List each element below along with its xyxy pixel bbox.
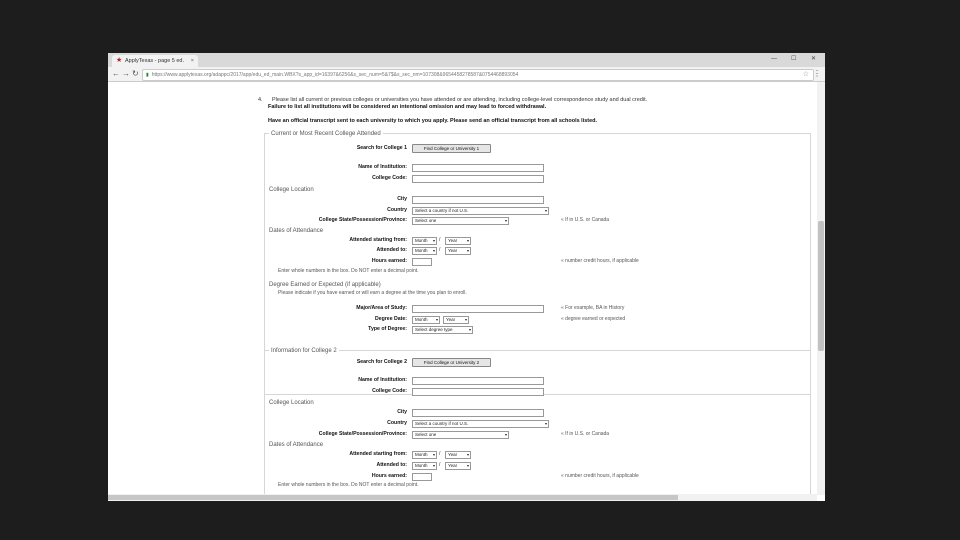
forward-icon[interactable]: → [122,69,130,78]
college-2-hours-input[interactable] [412,473,432,481]
college-2-to-label: Attended to: [376,462,407,468]
college-2-code-input[interactable] [412,388,544,396]
dropdown-arrow-icon: ▾ [504,218,507,223]
college-1-degree-month-select[interactable] [412,316,440,324]
college-1-code-label: College Code: [372,175,407,181]
college-1-start-label: Attended starting from: [349,237,407,243]
college-2-city-input[interactable] [412,409,544,417]
horizontal-scrollbar[interactable] [108,494,817,501]
college-2-hours-label: Hours earned: [371,473,407,479]
bookmark-star-icon[interactable]: ☆ [802,71,809,78]
back-icon[interactable]: ← [112,69,120,78]
dropdown-arrow-icon: ▾ [432,238,435,243]
college-2-search-label: Search for College 2 [356,359,407,365]
page-content [108,82,817,497]
college-2-name-label: Name of Institution: [358,377,407,383]
college-1-city-input[interactable] [412,196,544,204]
dropdown-arrow-icon: ▾ [466,463,469,468]
dropdown-arrow-icon: ▾ [432,452,435,457]
college-2-country-value: Select a country if not U.S. [415,421,469,426]
college-2-state-note: « If in U.S. or Canada [561,431,610,437]
lock-icon: ▮ [146,72,149,78]
url-text: https://www.applytexas.org/adappc/2017/app/edu_ed_main.WBX?s_app_id=16397&6256&s_sec_num=5&7$&s_sec_nm=107308&9654458278587&0754468893054 [151,72,519,78]
dropdown-arrow-icon: ▾ [544,421,547,426]
favicon-icon: ★ [116,57,123,64]
year-value: Year [448,248,458,253]
tab-title: ApplyTexas - page 5 ed. [125,58,185,64]
instructions-line-1: Please list all current or previous colleges or universities you have attended or are attending, including college-level correspondence study and dual credit. [272,97,648,103]
college-1-city-label: City [397,196,407,202]
college-1-major-note: « For example, BA in History [561,305,625,311]
college-1-name-input[interactable] [412,164,544,172]
college-1-dates-heading: Dates of Attendance [269,228,324,234]
tab-bar [108,53,825,67]
college-2-country-label: Country [387,420,407,426]
college-2-to-year-select[interactable] [445,462,471,470]
college-1-code-input[interactable] [412,175,544,183]
college-1-degree-heading: Degree Earned or Expected (if applicable) [269,282,381,288]
url-field[interactable] [142,69,814,81]
college-1-hours-label: Hours earned: [371,258,407,264]
college-1-to-label: Attended to: [376,247,407,253]
year-value: Year [446,317,456,322]
date-separator: / [439,237,441,243]
minimize-icon[interactable]: — [771,56,777,62]
close-window-icon[interactable]: ✕ [811,56,817,62]
maximize-icon[interactable]: ☐ [791,56,797,62]
month-value: Month [415,248,428,253]
browser-window [108,53,825,501]
horizontal-scroll-thumb[interactable] [108,495,678,500]
vertical-scrollbar[interactable] [817,82,825,495]
college-1-hours-note: « number credit hours, if applicable [561,258,639,264]
dropdown-arrow-icon: ▾ [544,208,547,213]
month-value: Month [415,463,428,468]
college-1-country-label: Country [387,207,407,213]
date-separator: / [439,247,441,253]
month-value: Month [415,317,428,322]
dropdown-arrow-icon: ▾ [466,238,469,243]
college-1-state-note: « If in U.S. or Canada [561,217,610,223]
college-2-country-select[interactable] [412,420,549,428]
dropdown-arrow-icon: ▾ [468,327,471,332]
college-1-degree-type-select[interactable] [412,326,473,334]
browser-tab[interactable] [112,55,198,67]
college-2-location-heading: College Location [269,400,314,406]
dropdown-arrow-icon: ▾ [432,463,435,468]
instructions-transcript: Have an official transcript sent to each university to which you apply. Please send an official transcript from all schools listed. [268,118,598,124]
dropdown-arrow-icon: ▾ [466,248,469,253]
college-1-location-heading: College Location [269,187,314,193]
address-bar-row [108,67,825,82]
college-1-legend: Current or Most Recent College Attended [271,131,381,137]
college-1-start-year-select[interactable] [445,237,471,245]
month-value: Month [415,452,428,457]
dropdown-arrow-icon: ▾ [504,432,507,437]
tab-close-icon[interactable]: × [190,58,194,64]
college-1-major-input[interactable] [412,305,544,313]
college-1-major-label: Major/Area of Study: [356,305,407,311]
college-1-hours-hint: Enter whole numbers in the box. Do NOT enter a decimal point. [278,268,419,274]
college-2-hours-note: « number credit hours, if applicable [561,473,639,479]
college-2-name-input[interactable] [412,377,544,385]
college-1-name-label: Name of Institution: [358,164,407,170]
college-2-city-label: City [397,409,407,415]
college-2-hours-hint: Enter whole numbers in the box. Do NOT enter a decimal point. [278,482,419,488]
date-separator: / [439,462,441,468]
college-1-degree-year-select[interactable] [443,316,469,324]
college-1-country-select[interactable] [412,207,549,215]
vertical-scroll-thumb[interactable] [818,221,824,351]
college-1-country-value: Select a country if not U.S. [415,208,469,213]
dropdown-arrow-icon: ▾ [432,248,435,253]
browser-menu-icon[interactable]: ⋮ [813,69,821,78]
college-2-code-label: College Code: [372,388,407,394]
college-1-degree-hint: Please indicate if you have earned or will earn a degree at the time you plan to enroll. [278,290,467,296]
college-1-degree-date-label: Degree Date: [374,316,407,322]
college-2-state-select[interactable] [412,431,509,439]
college-1-to-year-select[interactable] [445,247,471,255]
college-1-hours-input[interactable] [412,258,432,266]
college-2-legend: Information for College 2 [271,348,337,354]
college-1-degree-type-value: Select degree type [415,327,453,332]
dropdown-arrow-icon: ▾ [435,317,438,322]
find-college-1-button[interactable]: Find College or University 1 [412,144,491,153]
college-1-degree-type-label: Type of Degree: [368,326,407,332]
dropdown-arrow-icon: ▾ [466,452,469,457]
college-2-start-year-select[interactable] [445,451,471,459]
college-2-state-label: College State/Possession/Province: [318,431,407,437]
college-1-search-label: Search for College 1 [356,145,407,151]
college-1-to-month-select[interactable] [412,247,437,255]
instructions-warning: Failure to list all institutions will be considered an intentional omission and may lead to forced withdrawal. [268,104,547,110]
college-2-start-month-select[interactable] [412,451,437,459]
college-2-to-month-select[interactable] [412,462,437,470]
college-1-start-month-select[interactable] [412,237,437,245]
college-2-dates-heading: Dates of Attendance [269,442,324,448]
find-college-2-button[interactable]: Find College or University 2 [412,358,491,367]
college-1-degree-date-note: « degree earned or expected [561,316,626,322]
date-separator: / [439,451,441,457]
college-2-start-label: Attended starting from: [349,451,407,457]
college-1-state-select[interactable] [412,217,509,225]
college-1-state-label: College State/Possession/Province: [318,217,407,223]
question-number: 4. [258,97,263,103]
month-value: Month [415,238,428,243]
college-2-state-value: Select one [415,432,437,437]
year-value: Year [448,452,458,457]
reload-icon[interactable]: ↻ [132,69,139,78]
college-1-state-value: Select one [415,218,437,223]
year-value: Year [448,463,458,468]
dropdown-arrow-icon: ▾ [464,317,467,322]
year-value: Year [448,238,458,243]
